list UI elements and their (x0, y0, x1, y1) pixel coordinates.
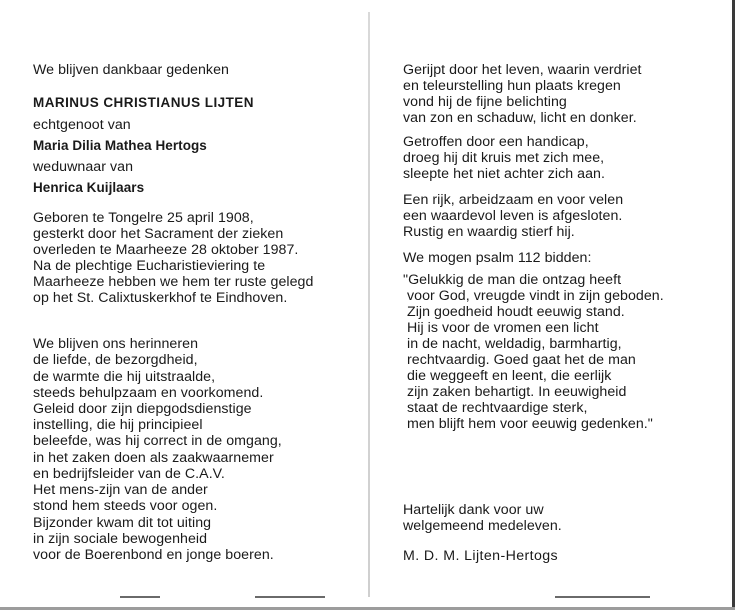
bio-line: Geboren te Tongelre 25 april 1908, (33, 210, 254, 226)
poem-line: Een rijk, arbeidzaam en voor velen (403, 192, 624, 208)
memory-line: en bedrijfsleider van de C.A.V. (33, 466, 225, 482)
psalm-line: Zijn goedheid houdt eeuwig stand. (403, 304, 625, 320)
poem-line: Rustig en waardig stierf hij. (403, 224, 575, 240)
poem-line: Getroffen door een handicap, (403, 134, 589, 150)
intro-text: We blijven dankbaar gedenken (33, 62, 229, 78)
memory-line: Bijzonder kwam dit tot uiting (33, 515, 212, 531)
thanks-line: Hartelijk dank voor uw (403, 502, 544, 518)
memory-line: beleefde, was hij correct in de omgang, (33, 433, 282, 449)
psalm-line: in de nacht, weldadig, barmhartig, (403, 336, 622, 352)
scan-mark (120, 596, 160, 598)
bio-line: Na de plechtige Eucharistieviering te (33, 258, 266, 274)
spouse-relation: echtgenoot van (33, 117, 131, 133)
psalm-intro: We mogen psalm 112 bidden: (403, 250, 592, 266)
scan-mark (555, 596, 650, 598)
memory-line: in zijn sociale bewogenheid (33, 531, 208, 547)
poem-line: droeg hij dit kruis met zich mee, (403, 150, 605, 166)
psalm-line: staat de rechtvaardige sterk, (403, 400, 588, 416)
bio-line: op het St. Calixtuskerkhof te Eindhoven. (33, 290, 288, 306)
signature: M. D. M. Lijten-Hertogs (403, 548, 559, 564)
psalm-line: men blijft hem voor eeuwig gedenken." (403, 416, 653, 432)
memory-line: voor de Boerenbond en jonge boeren. (33, 547, 274, 563)
poem-line: sleepte het niet achter zich aan. (403, 166, 605, 182)
psalm-line: Hij is voor de vromen een licht (403, 320, 599, 336)
bio-line: overleden te Maarheeze 28 oktober 1987. (33, 242, 299, 258)
first-wife-name: Henrica Kuijlaars (33, 180, 145, 195)
poem-line: Gerijpt door het leven, waarin verdriet (403, 62, 642, 78)
psalm-line: rechtvaardig. Goed gaat het de man (403, 352, 636, 368)
psalm-line: die weggeeft en leent, die eerlijk (403, 368, 612, 384)
memory-line: stond hem steeds voor ogen. (33, 498, 218, 514)
memory-line: instelling, die hij principieel (33, 417, 203, 433)
memory-line: We blijven ons herinneren (33, 336, 199, 352)
poem-line: en teleurstelling hun plaats kregen (403, 78, 621, 94)
poem-line: van zon en schaduw, licht en donker. (403, 110, 637, 126)
psalm-line: zijn zaken behartigt. In eeuwigheid (403, 384, 627, 400)
deceased-name: MARINUS CHRISTIANUS LIJTEN (33, 95, 254, 110)
memory-line: in het zaken doen als zaakwaarnemer (33, 450, 274, 466)
psalm-line: "Gelukkig de man die ontzag heeft (403, 272, 622, 288)
psalm-line: voor God, vreugde vindt in zijn geboden. (403, 288, 664, 304)
memory-line: Geleid door zijn diepgodsdienstige (33, 401, 252, 417)
scan-mark (255, 596, 325, 598)
memory-line: de liefde, de bezorgdheid, (33, 352, 198, 368)
thanks-line: welgemeend medeleven. (403, 518, 562, 534)
poem-line: vond hij de fijne belichting (403, 94, 567, 110)
column-divider (368, 12, 370, 597)
bio-line: Maarheeze hebben we hem ter ruste gelegd (33, 274, 314, 290)
bio-line: gesterkt door het Sacrament der zieken (33, 226, 284, 242)
widower-relation: weduwnaar van (33, 159, 134, 175)
poem-line: een waardevol leven is afgesloten. (403, 208, 623, 224)
memory-line: steeds behulpzaam en voorkomend. (33, 385, 264, 401)
memory-line: Het mens-zijn van de ander (33, 482, 208, 498)
spouse-name: Maria Dilia Mathea Hertogs (33, 138, 207, 153)
memory-line: de warmte die hij uitstraalde, (33, 369, 216, 385)
